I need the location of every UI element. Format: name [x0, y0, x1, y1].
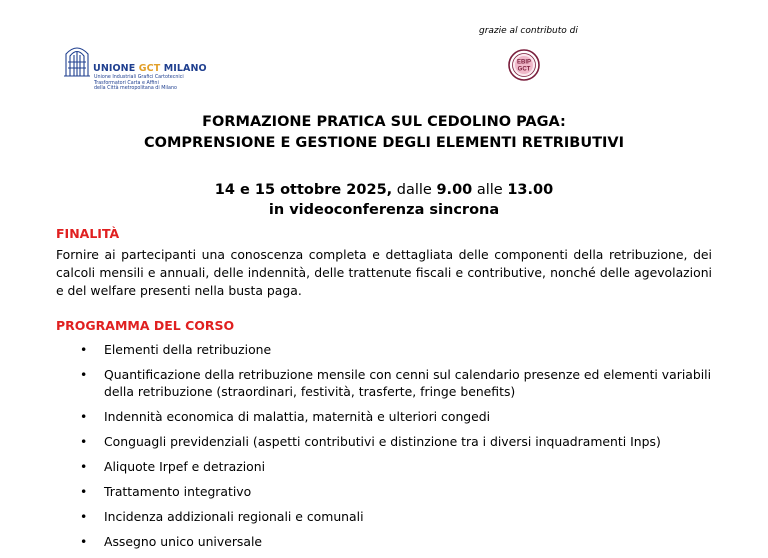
course-title-line1: FORMAZIONE PRATICA SUL CEDOLINO PAGA:: [202, 114, 566, 130]
list-item: • Quantificazione della retribuzione mensile con cenni sul calendario presenze ed elementi variabili della retribuzione (straordinari, festività, trasferte, fringe benefits): [80, 366, 740, 400]
badge-text-top: EBIP: [516, 59, 532, 66]
union-logo: [63, 40, 213, 96]
list-item: • Trattamento integrativo: [80, 483, 740, 500]
programma-list: [80, 341, 740, 558]
course-mode: in videoconferenza sincrona: [268, 202, 500, 218]
sponsor-label: grazie al contributo di: [479, 26, 578, 36]
course-schedule: [0, 180, 768, 220]
course-title: [0, 112, 768, 154]
finalita-text: Fornire ai partecipanti una conoscenza completa e dettagliata delle componenti della retribuzione, dei calcoli mensili e annuali, delle indennità, delle trattenute fiscali e contributive, nonché delle agevolazioni e del welfare presenti nella busta paga.: [56, 247, 712, 298]
programma-heading: PROGRAMMA DEL CORSO: [56, 318, 235, 333]
union-brand-name: UNIONE GCT MILANO: [93, 63, 207, 74]
to-word: alle: [472, 182, 508, 198]
ebip-badge-icon: [508, 49, 540, 81]
end-time: 13.00: [507, 182, 554, 198]
list-item: • Indennità economica di malattia, maternità e ulteriori congedi: [80, 408, 740, 425]
list-item: • Elementi della retribuzione: [80, 341, 740, 358]
list-item: • Incidenza addizionali regionali e comunali: [80, 508, 740, 525]
list-item: • Aliquote Irpef e detrazioni: [80, 458, 740, 475]
list-item: • Assegno unico universale: [80, 533, 740, 550]
course-title-line2: COMPRENSIONE E GESTIONE DEGLI ELEMENTI RETRIBUTIVI: [143, 135, 624, 151]
badge-text-bottom: GCT: [517, 66, 531, 73]
finalita-heading: FINALITÀ: [56, 226, 120, 241]
union-brand-subtitle: Unione Industriali Grafici Cartotecnici Trasformatori Carta e Affini della Città metropolitana di Milano: [94, 75, 184, 92]
list-item: • Conguagli previdenziali (aspetti contributivi e distinzione tra i diversi inquadramenti Inps): [80, 433, 740, 450]
start-time: 9.00: [436, 182, 473, 198]
union-emblem-icon: [63, 42, 91, 78]
course-dates-line: [0, 180, 768, 200]
from-word: dalle: [392, 182, 437, 198]
course-dates: 14 e 15 ottobre 2025,: [214, 182, 393, 198]
